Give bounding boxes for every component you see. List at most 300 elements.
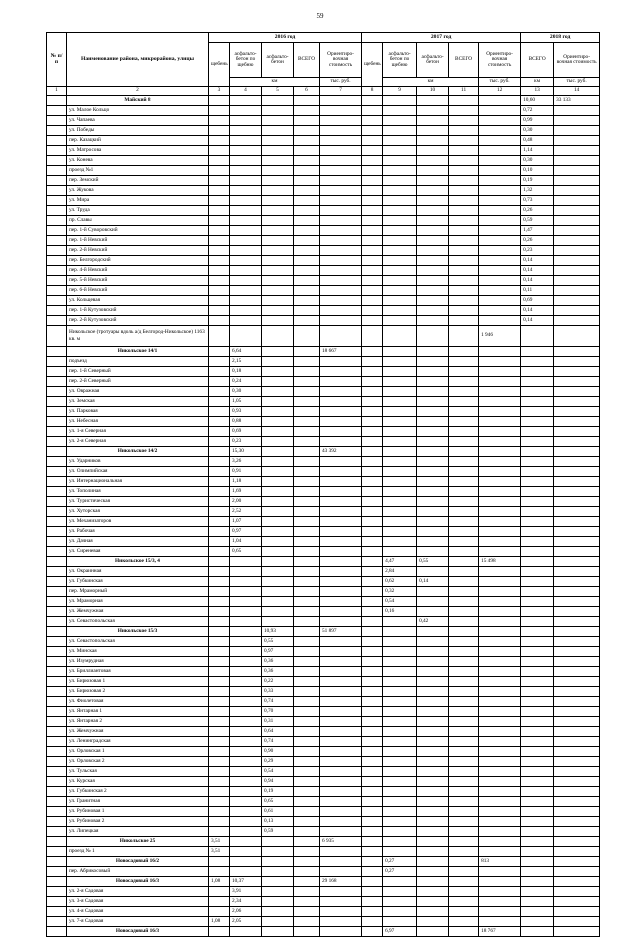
value-cell	[294, 597, 320, 607]
value-cell	[521, 457, 554, 467]
value-cell	[383, 627, 417, 637]
value-cell: 1,47	[521, 226, 554, 236]
value-cell	[230, 176, 262, 186]
value-cell	[294, 367, 320, 377]
row-number-cell	[47, 917, 67, 927]
value-cell	[449, 557, 479, 567]
column-number: 2	[67, 87, 209, 96]
value-cell	[417, 437, 449, 447]
value-cell	[449, 226, 479, 236]
value-cell	[554, 196, 600, 206]
column-number: 14	[554, 87, 600, 96]
value-cell	[262, 286, 294, 296]
value-cell	[554, 617, 600, 627]
row-number-cell	[47, 557, 67, 567]
unit-cost-2016: тыс. руб.	[320, 78, 362, 87]
value-cell	[209, 657, 230, 667]
street-name: ул. Дачная	[67, 537, 209, 547]
value-cell	[362, 196, 383, 206]
value-cell	[320, 216, 362, 226]
value-cell	[320, 407, 362, 417]
value-cell	[362, 547, 383, 557]
value-cell	[521, 547, 554, 557]
value-cell	[417, 887, 449, 897]
value-cell	[209, 517, 230, 527]
value-cell	[320, 226, 362, 236]
value-cell	[294, 687, 320, 697]
value-cell	[294, 136, 320, 146]
value-cell	[449, 236, 479, 246]
table-row	[47, 647, 600, 657]
street-name: ул. Фиолетовая	[67, 697, 209, 707]
value-cell	[449, 96, 479, 106]
value-cell	[383, 266, 417, 276]
table-row	[47, 707, 600, 717]
table-row	[47, 146, 600, 156]
value-cell	[320, 306, 362, 316]
street-name: ул. Ленинградская	[67, 737, 209, 747]
value-cell	[554, 827, 600, 837]
value-cell	[209, 647, 230, 657]
value-cell	[479, 697, 521, 707]
value-cell	[209, 617, 230, 627]
value-cell	[209, 697, 230, 707]
value-cell	[479, 156, 521, 166]
value-cell	[362, 567, 383, 577]
value-cell	[521, 447, 554, 457]
value-cell	[320, 397, 362, 407]
value-cell	[262, 587, 294, 597]
value-cell	[521, 877, 554, 887]
street-name: ул. Победы	[67, 126, 209, 136]
value-cell	[320, 887, 362, 897]
value-cell	[521, 517, 554, 527]
value-cell	[383, 437, 417, 447]
value-cell	[417, 156, 449, 166]
value-cell	[209, 677, 230, 687]
district-name: Новосадовый 16/2	[67, 857, 209, 867]
value-cell	[383, 537, 417, 547]
value-cell: 0,97	[262, 647, 294, 657]
row-number-cell	[47, 677, 67, 687]
value-cell	[554, 547, 600, 557]
value-cell	[554, 907, 600, 917]
value-cell: 0,99	[521, 116, 554, 126]
value-cell	[449, 897, 479, 907]
unit-km-2016: км	[230, 78, 320, 87]
table-row	[47, 777, 600, 787]
value-cell	[362, 757, 383, 767]
value-cell	[320, 387, 362, 397]
value-cell: 10,60	[521, 96, 554, 106]
value-cell	[209, 607, 230, 617]
row-number-cell	[47, 787, 67, 797]
row-number-cell	[47, 607, 67, 617]
value-cell: 51 897	[320, 627, 362, 637]
value-cell	[262, 927, 294, 937]
value-cell	[320, 647, 362, 657]
value-cell	[320, 326, 362, 347]
value-cell	[362, 867, 383, 877]
value-cell: 2,84	[383, 567, 417, 577]
row-number-cell	[47, 226, 67, 236]
value-cell	[554, 397, 600, 407]
value-cell	[554, 597, 600, 607]
value-cell: 0,14	[521, 266, 554, 276]
value-cell	[294, 527, 320, 537]
value-cell	[383, 737, 417, 747]
row-number-cell	[47, 256, 67, 266]
value-cell	[262, 397, 294, 407]
value-cell	[209, 597, 230, 607]
district-name: Майский 8	[67, 96, 209, 106]
col-header-asphalt-2017: асфальто-бетон	[417, 43, 449, 78]
table-row	[47, 787, 600, 797]
street-name: пер. Мраморный	[67, 587, 209, 597]
value-cell	[383, 397, 417, 407]
value-cell	[362, 126, 383, 136]
value-cell	[521, 677, 554, 687]
value-cell	[554, 226, 600, 236]
value-cell	[417, 537, 449, 547]
value-cell	[449, 807, 479, 817]
row-number-cell	[47, 647, 67, 657]
value-cell	[262, 407, 294, 417]
value-cell	[383, 787, 417, 797]
value-cell	[209, 897, 230, 907]
value-cell	[449, 357, 479, 367]
row-number-cell	[47, 517, 67, 527]
value-cell	[479, 407, 521, 417]
value-cell	[521, 697, 554, 707]
value-cell	[294, 847, 320, 857]
value-cell	[479, 687, 521, 697]
value-cell: 0,64	[262, 727, 294, 737]
street-name: пер. 2-й Северный	[67, 377, 209, 387]
value-cell	[362, 497, 383, 507]
value-cell	[449, 206, 479, 216]
table-row	[47, 727, 600, 737]
value-cell	[383, 477, 417, 487]
value-cell	[294, 907, 320, 917]
value-cell	[294, 176, 320, 186]
street-name: ул. 1-я Северная	[67, 427, 209, 437]
value-cell	[230, 166, 262, 176]
value-cell	[554, 286, 600, 296]
value-cell	[383, 296, 417, 306]
value-cell	[320, 757, 362, 767]
value-cell	[383, 116, 417, 126]
value-cell	[417, 206, 449, 216]
value-cell	[449, 106, 479, 116]
value-cell	[320, 156, 362, 166]
col-header-asphalt-gravel-2017: асфальто-бетон по щебню	[383, 43, 417, 78]
value-cell	[417, 767, 449, 777]
value-cell	[362, 777, 383, 787]
value-cell	[521, 737, 554, 747]
value-cell	[209, 727, 230, 737]
street-name: проезд № 1	[67, 847, 209, 857]
value-cell	[521, 667, 554, 677]
value-cell	[362, 597, 383, 607]
value-cell	[294, 186, 320, 196]
value-cell	[320, 497, 362, 507]
value-cell	[230, 697, 262, 707]
value-cell	[417, 96, 449, 106]
street-name: пер. Белгородский	[67, 256, 209, 266]
value-cell	[262, 857, 294, 867]
value-cell	[521, 727, 554, 737]
value-cell	[209, 637, 230, 647]
value-cell	[449, 517, 479, 527]
value-cell	[449, 617, 479, 627]
table-row	[47, 677, 600, 687]
value-cell	[230, 767, 262, 777]
column-number: 10	[417, 87, 449, 96]
value-cell	[554, 266, 600, 276]
value-cell	[294, 477, 320, 487]
value-cell	[294, 236, 320, 246]
value-cell	[479, 527, 521, 537]
value-cell	[479, 727, 521, 737]
street-name: ул. Туристическая	[67, 497, 209, 507]
value-cell: 0,42	[417, 617, 449, 627]
value-cell	[383, 226, 417, 236]
value-cell	[554, 587, 600, 597]
value-cell	[449, 627, 479, 637]
value-cell	[209, 477, 230, 487]
value-cell	[230, 727, 262, 737]
value-cell	[449, 657, 479, 667]
value-cell	[479, 246, 521, 256]
value-cell: 18 667	[320, 347, 362, 357]
table-row	[47, 487, 600, 497]
row-number-cell	[47, 697, 67, 707]
value-cell	[362, 226, 383, 236]
column-number: 11	[449, 87, 479, 96]
value-cell	[320, 597, 362, 607]
street-name: ул. Сиреневая	[67, 547, 209, 557]
value-cell	[294, 407, 320, 417]
value-cell	[294, 537, 320, 547]
value-cell	[479, 306, 521, 316]
value-cell	[554, 857, 600, 867]
street-name: ул. Кольцевая	[67, 296, 209, 306]
value-cell	[362, 427, 383, 437]
value-cell	[320, 777, 362, 787]
value-cell	[521, 647, 554, 657]
value-cell	[449, 777, 479, 787]
value-cell	[479, 377, 521, 387]
value-cell	[554, 647, 600, 657]
value-cell	[320, 917, 362, 927]
value-cell	[383, 887, 417, 897]
table-row	[47, 276, 600, 286]
value-cell	[362, 727, 383, 737]
value-cell	[383, 507, 417, 517]
value-cell	[554, 777, 600, 787]
value-cell	[479, 357, 521, 367]
value-cell	[554, 807, 600, 817]
value-cell	[521, 857, 554, 867]
value-cell	[417, 417, 449, 427]
value-cell	[362, 857, 383, 867]
value-cell	[262, 507, 294, 517]
column-number: 1	[47, 87, 67, 96]
value-cell: 0,48	[521, 136, 554, 146]
value-cell	[554, 677, 600, 687]
col-header-gravel-2017: щебень	[362, 43, 383, 87]
row-number-cell	[47, 577, 67, 587]
value-cell	[262, 306, 294, 316]
value-cell	[320, 557, 362, 567]
value-cell	[383, 256, 417, 266]
column-number: 13	[521, 87, 554, 96]
value-cell	[417, 867, 449, 877]
value-cell	[479, 106, 521, 116]
value-cell	[554, 316, 600, 326]
value-cell	[320, 577, 362, 587]
value-cell	[320, 927, 362, 937]
unit-cost-2017: тыс. руб.	[479, 78, 521, 87]
district-name: Новосадовый 16/3	[67, 877, 209, 887]
value-cell: 3,91	[230, 887, 262, 897]
row-number-cell	[47, 567, 67, 577]
col-header-asphalt-gravel-2016: асфальто-бетон по щебню	[230, 43, 262, 78]
value-cell	[320, 687, 362, 697]
value-cell	[262, 246, 294, 256]
value-cell	[383, 407, 417, 417]
value-cell	[209, 857, 230, 867]
value-cell	[262, 517, 294, 527]
value-cell	[362, 116, 383, 126]
value-cell	[449, 567, 479, 577]
value-cell	[554, 537, 600, 547]
table-row	[47, 306, 600, 316]
value-cell: 2,06	[230, 907, 262, 917]
street-name: ул. Жукова	[67, 186, 209, 196]
value-cell	[417, 236, 449, 246]
district-name: Никольское 14/2	[67, 447, 209, 457]
value-cell	[320, 867, 362, 877]
value-cell: 0,27	[383, 867, 417, 877]
value-cell	[209, 687, 230, 697]
page-number: 59	[316, 12, 324, 20]
value-cell	[362, 106, 383, 116]
value-cell: 0,69	[230, 427, 262, 437]
value-cell	[230, 747, 262, 757]
value-cell	[479, 116, 521, 126]
value-cell	[479, 847, 521, 857]
value-cell	[362, 877, 383, 887]
value-cell	[521, 557, 554, 567]
value-cell	[554, 727, 600, 737]
value-cell	[521, 827, 554, 837]
street-name: ул. Орловская 2	[67, 757, 209, 767]
value-cell	[209, 166, 230, 176]
value-cell	[479, 286, 521, 296]
value-cell	[209, 357, 230, 367]
value-cell	[230, 637, 262, 647]
row-number-cell	[47, 597, 67, 607]
value-cell	[362, 557, 383, 567]
value-cell	[554, 527, 600, 537]
street-name: пер. 1-й Невский	[67, 236, 209, 246]
table-row	[47, 196, 600, 206]
value-cell	[479, 767, 521, 777]
value-cell	[230, 837, 262, 847]
value-cell	[294, 447, 320, 457]
value-cell	[521, 917, 554, 927]
row-number-cell	[47, 347, 67, 357]
street-name: пер. 5-й Невский	[67, 276, 209, 286]
street-name: пер. 6-й Невский	[67, 286, 209, 296]
row-number-cell	[47, 927, 67, 937]
value-cell	[362, 517, 383, 527]
value-cell	[320, 126, 362, 136]
row-number-cell	[47, 837, 67, 847]
value-cell	[362, 917, 383, 927]
value-cell	[362, 577, 383, 587]
value-cell: 0,94	[262, 777, 294, 787]
value-cell	[362, 296, 383, 306]
value-cell	[294, 166, 320, 176]
value-cell	[230, 627, 262, 637]
value-cell: 0,16	[383, 607, 417, 617]
value-cell: 1,08	[209, 877, 230, 887]
value-cell	[554, 457, 600, 467]
row-number-cell	[47, 246, 67, 256]
value-cell	[449, 847, 479, 857]
value-cell	[230, 817, 262, 827]
value-cell	[449, 397, 479, 407]
value-cell	[320, 367, 362, 377]
column-number: 7	[320, 87, 362, 96]
value-cell: 0,54	[383, 597, 417, 607]
value-cell	[383, 617, 417, 627]
value-cell: 0,59	[262, 827, 294, 837]
value-cell	[479, 256, 521, 266]
value-cell	[294, 787, 320, 797]
value-cell	[320, 767, 362, 777]
value-cell	[449, 717, 479, 727]
value-cell	[417, 597, 449, 607]
value-cell	[209, 827, 230, 837]
col-header-gravel-2016: щебень	[209, 43, 230, 87]
row-number-cell	[47, 817, 67, 827]
value-cell	[209, 447, 230, 457]
value-cell	[262, 387, 294, 397]
value-cell	[383, 186, 417, 196]
group-row	[47, 927, 600, 937]
value-cell	[262, 146, 294, 156]
value-cell	[479, 266, 521, 276]
value-cell	[449, 887, 479, 897]
street-name: ул. 4-я Садовая	[67, 907, 209, 917]
value-cell	[521, 847, 554, 857]
value-cell	[449, 417, 479, 427]
value-cell	[320, 477, 362, 487]
value-cell: 3,26	[230, 457, 262, 467]
value-cell	[262, 106, 294, 116]
value-cell	[209, 717, 230, 727]
value-cell	[479, 176, 521, 186]
column-number: 5	[262, 87, 294, 96]
row-number-cell	[47, 407, 67, 417]
value-cell	[362, 627, 383, 637]
value-cell	[320, 797, 362, 807]
value-cell	[383, 306, 417, 316]
